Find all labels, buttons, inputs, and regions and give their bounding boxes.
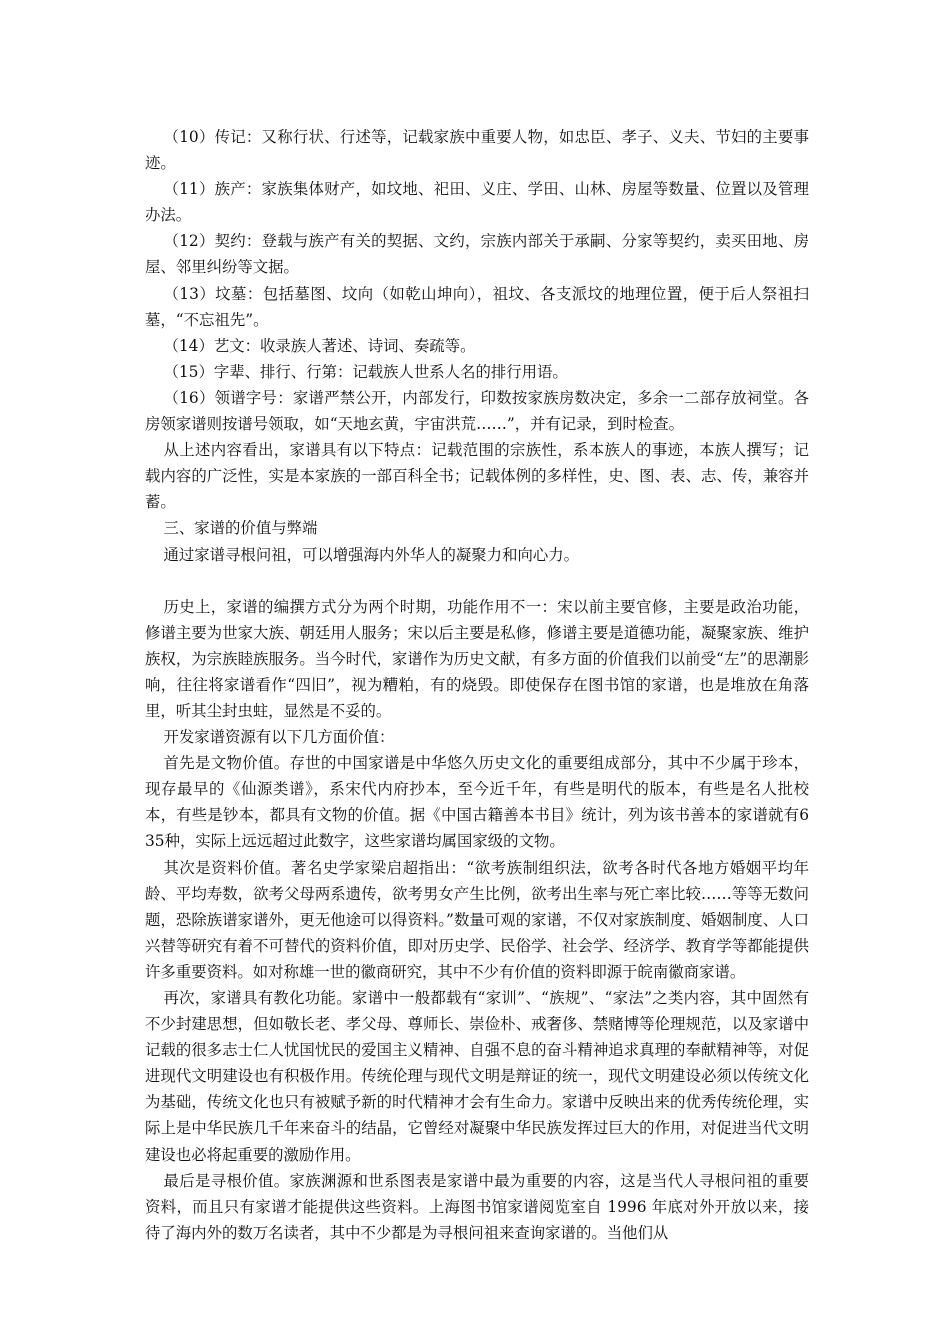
paragraph-root-seeking-intro: 通过家谱寻根问祖，可以增强海内外华人的凝聚力和向心力。	[163, 545, 580, 564]
paragraph-value-intro: 开发家谱资源有以下几方面价值：	[163, 728, 395, 747]
paragraph-root-value: 最后是寻根价值。家族渊源和世系图表是家谱中最为重要的内容，这是当代人寻根问祖的重要资料，而且只有家谱才能提供这些资料。上海图书馆家谱阅览室自 1996 年底对外开放以来，接待了海内外的数万名读者，其中不少都是为寻根问祖来查询家谱的。当他们从	[145, 1171, 809, 1242]
paragraph-generation-names: （15）字辈、排行、行第：记载族人世系人名的排行用语。	[163, 362, 568, 381]
paragraph-data-value: 其次是资料价值。著名史学家梁启超指出：“欲考族制组织法，欲考各时代各地方婚姻平均年龄、平均寿数，欲考父母两系遗传，欲考男女产生比例，欲考出生率与死亡率比较……等等无数问题，恐除族谱家谱外，更无他途可以得资料。”数量可观的家谱，不仅对家族制度、婚姻制度、人口兴替等研究有着不可替代的资料价值，即对历史学、民俗学、社会学、经济学、教育学等都能提供许多重要资料。如对称雄一世的徽商研究，其中不少有价值的资料即源于皖南徽商家谱。	[145, 858, 809, 981]
paragraph-features-summary: 从上述内容看出，家谱具有以下特点：记载范围的宗族性，系本族人的事迹，本族人撰写；记载内容的广泛性，实是本家族的一部百科全书；记载体例的多样性，史、图、表、志、传，兼容并蓄。	[145, 441, 809, 512]
paragraph-copy-numbers: （16）领谱字号：家谱严禁公开，内部发行，印数按家族房数决定，多余一二部存放祠堂。各房领家谱则按谱号领取，如“天地玄黄，宇宙洪荒……”，并有记录，到时检查。	[145, 388, 809, 434]
paragraph-tombs: （13）坟墓：包括墓图、坟向（如乾山坤向），祖坟、各支派坟的地理位置，便于后人祭祖扫墓，“不忘祖先”。	[145, 284, 809, 329]
paragraph-clan-property: （11）族产：家族集体财产，如坟地、祀田、义庄、学田、山林、房屋等数量、位置以及管理办法。	[145, 180, 809, 225]
paragraph-history: 历史上，家谱的编撰方式分为两个时期，功能作用不一：宋以前主要官修，主要是政治功能，修谱主要为世家大族、朝廷用人服务；宋以后主要是私修，修谱主要是道德功能，凝聚家族、维护族权，为宗族睦族服务。当今时代，家谱作为历史文献，有多方面的价值我们以前受“左”的思潮影响，往往将家谱看作“四旧”，视为糟粕，有的烧毁。即使保存在图书馆的家谱，也是堆放在角落里，听其尘封虫蛀，显然是不妥的。	[145, 597, 809, 720]
section-heading: 三、家谱的价值与弊端	[163, 519, 318, 538]
paragraph-contracts: （12）契约：登载与族产有关的契据、文约，宗族内部关于承嗣、分家等契约，卖买田地、房屋、邻里纠纷等文据。	[145, 232, 809, 277]
paragraph-biography: （10）传记：又称行状、行述等，记载家族中重要人物，如忠臣、孝子、义夫、节妇的主要事迹。	[145, 128, 809, 173]
paragraph-relic-value: 首先是文物价值。存世的中国家谱是中华悠久历史文化的重要组成部分，其中不少属于珍本，现存最早的《仙源类谱》，系宋代内府抄本，至今近千年，有些是明代的版本，有些是名人批校本，有些是钞本，都具有文物的价值。据《中国古籍善本书目》统计，列为该书善本的家谱就有635种，实际上远远超过此数字，这些家谱均属国家级的文物。	[145, 754, 809, 851]
paragraph-literature: （14）艺文：收录族人著述、诗词、奏疏等。	[163, 336, 476, 355]
document-page	[145, 124, 809, 1246]
paragraph-education-value: 再次，家谱具有教化功能。家谱中一般都载有“家训”、“族规”、“家法”之类内容，其中固然有不少封建思想，但如敬长老、孝父母、尊师长、崇俭朴、戒奢侈、禁赌博等伦理规范，以及家谱中记载的很多志士仁人忧国忧民的爱国主义精神、自强不息的奋斗精神追求真理的奉献精神等，对促进现代文明建设也有积极作用。传统伦理与现代文明是辩证的统一，现代文明建设必须以传统文化为基础，传统文化也只有被赋予新的时代精神才会有生命力。家谱中反映出来的优秀传统伦理，实际上是中华民族几千年来奋斗的结晶，它曾经对凝聚中华民族发挥过巨大的作用，对促进当代文明建设也必将起重要的激励作用。	[145, 989, 809, 1164]
blank-line	[145, 568, 809, 594]
